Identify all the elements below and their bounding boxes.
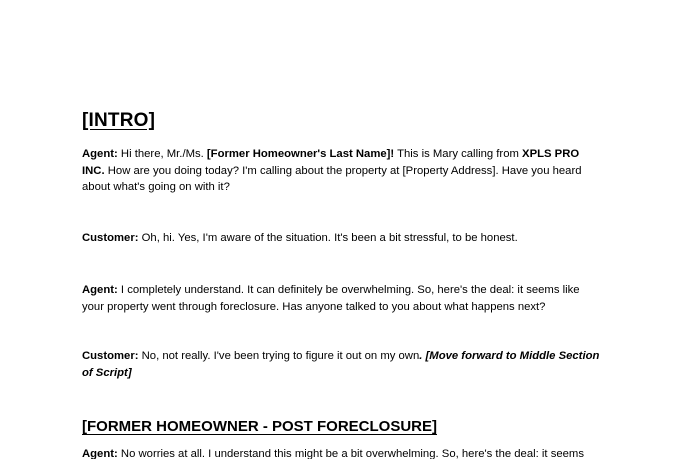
- placeholder-name: [Former Homeowner's Last Name]!: [206, 148, 395, 160]
- speaker-label: Agent:: [82, 284, 118, 296]
- line-text: Hi there, Mr./Ms.: [117, 148, 207, 160]
- script-direction: . [Move forward to Middle Section of Script]: [82, 350, 600, 379]
- line-text: I completely understand. It can definitely be overwhelming. So, here's the deal: it seems like your property went through foreclosure. Has anyone talked to you about what happens next?: [82, 284, 580, 313]
- line-text: No worries at all. I understand this might be a bit overwhelming. So, here's the deal: it seems: [117, 448, 584, 459]
- agent-line-3: [82, 446, 602, 459]
- speaker-label: Agent:: [82, 148, 118, 160]
- section-heading: [FORMER HOMEOWNER - POST FORECLOSURE]: [82, 418, 437, 435]
- speaker-label: Customer:: [82, 232, 139, 244]
- customer-line-2: [82, 348, 602, 381]
- agent-line-2: [82, 282, 602, 315]
- line-text: This is Mary calling from: [394, 148, 523, 160]
- line-text: Oh, hi. Yes, I'm aware of the situation. It's been a bit stressful, to be honest.: [138, 232, 518, 244]
- company-name: XPLS PRO INC.: [82, 148, 580, 177]
- speaker-label: Customer:: [82, 350, 139, 362]
- intro-heading: [INTRO]: [82, 110, 156, 131]
- line-text: How are you doing today? I'm calling about the property at [Property Address]. Have you heard about what's going on with it?: [82, 164, 582, 193]
- customer-line-1: [82, 230, 602, 247]
- speaker-label: Agent:: [82, 448, 118, 459]
- agent-line-1: [82, 146, 602, 196]
- line-text: No, not really. I've been trying to figure it out on my own: [138, 350, 420, 362]
